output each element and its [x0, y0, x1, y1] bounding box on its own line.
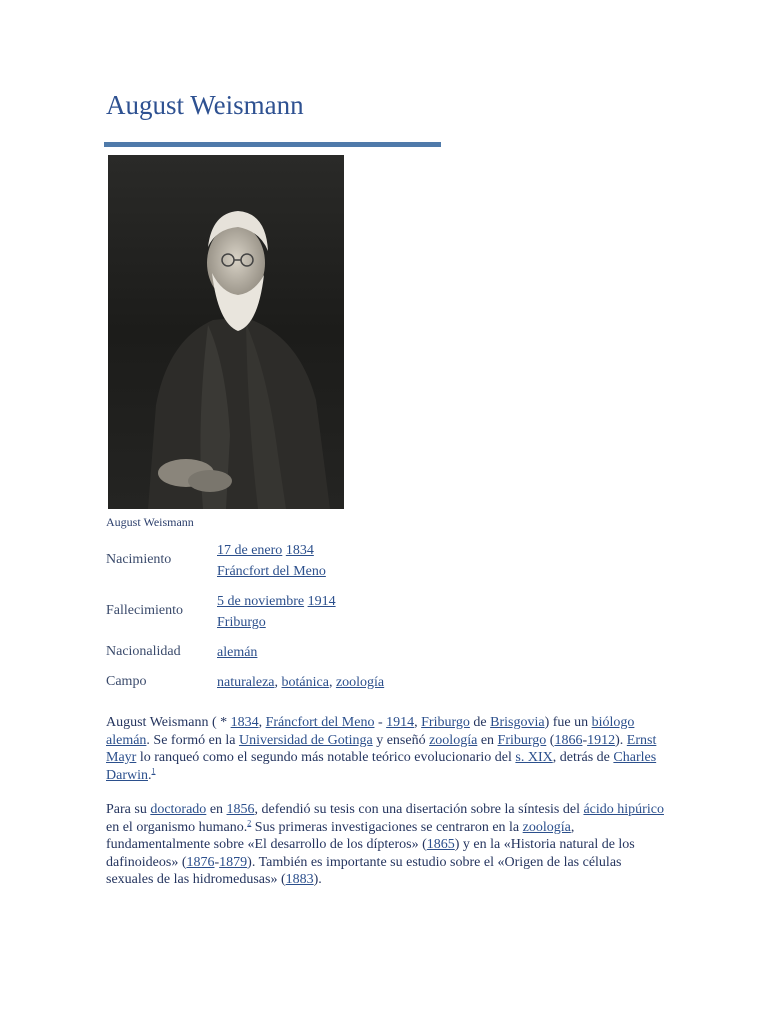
text-run: en [206, 802, 227, 817]
link-biologo[interactable]: biólogo [591, 715, 635, 730]
link-francfort[interactable]: Fráncfort del Meno [265, 715, 375, 730]
link-1912[interactable]: 1912 [587, 732, 616, 748]
link-universidad-gotinga[interactable]: Universidad de Gotinga [238, 732, 373, 748]
portrait-photo [108, 155, 344, 509]
link-doctorado[interactable]: doctorado [150, 802, 207, 817]
field-link-zoology[interactable]: zoología [335, 675, 385, 690]
link-1914[interactable]: 1914 [386, 715, 415, 730]
text-run: ) fue un [544, 715, 592, 730]
link-zoologia[interactable]: zoología [429, 732, 478, 748]
text-run: ). [615, 732, 627, 748]
text-run: - [374, 715, 387, 730]
text-run: Sus primeras investigaciones se centraron en la [251, 819, 523, 835]
link-1883[interactable]: 1883 [285, 872, 314, 887]
text-run: de [469, 715, 491, 730]
title-underline [104, 142, 441, 147]
link-acido-hipurico[interactable]: ácido hipúrico [583, 802, 664, 817]
field-separator: , [274, 675, 282, 690]
birth-place-link[interactable]: Fráncfort del Meno [217, 564, 326, 579]
text-run: August Weismann ( * [106, 715, 231, 730]
field-link-botany[interactable]: botánica [281, 675, 329, 690]
text-run: . Se formó en la [146, 732, 239, 748]
footnote-ref-2[interactable]: 2 [247, 817, 252, 827]
birth-year-link[interactable]: 1834 [285, 543, 314, 558]
text-run: , fundamentalmente sobre «El desarrollo de los dípteros» ( [106, 819, 575, 852]
text-run: - [582, 732, 588, 748]
link-s-xix[interactable]: s. XIX [515, 750, 553, 765]
text-run: ) y en la «Historia natural de los dafinoideos» ( [106, 837, 635, 870]
birth-label: Nacimiento [106, 552, 172, 567]
text-run: en el organismo humano. [106, 819, 248, 835]
paragraph-intro [106, 714, 666, 784]
text-run: ( [546, 732, 555, 748]
nationality-label: Nacionalidad [106, 644, 181, 659]
field-separator: , [328, 675, 336, 690]
text-run: - [214, 854, 220, 870]
link-1876[interactable]: 1876 [186, 854, 215, 870]
link-friburgo-2[interactable]: Friburgo [497, 732, 547, 748]
link-1865[interactable]: 1865 [426, 837, 455, 852]
death-label: Fallecimiento [106, 603, 183, 618]
link-friburgo[interactable]: Friburgo [421, 715, 470, 730]
field-label: Campo [106, 674, 147, 689]
text-run: , detrás de [552, 750, 614, 765]
death-date-link[interactable]: 5 de noviembre [217, 594, 305, 609]
text-run: , [258, 715, 266, 730]
link-1879[interactable]: 1879 [219, 854, 248, 870]
field-link-nature[interactable]: naturaleza [217, 675, 275, 690]
text-run: ). [313, 872, 322, 887]
link-zoologia-2[interactable]: zoología [522, 819, 571, 835]
nationality-link[interactable]: alemán [217, 645, 258, 660]
footnote-ref-1[interactable]: 1 [151, 765, 156, 775]
birth-date-link[interactable]: 17 de enero [217, 543, 283, 558]
text-run: ). También es importante su estudio sobre el «Origen de las células sexuales de las hidromedusas» ( [106, 854, 622, 887]
link-1856[interactable]: 1856 [226, 802, 255, 817]
portrait-image [108, 155, 344, 509]
text-run: . [148, 767, 152, 783]
link-ernst-mayr[interactable]: Ernst Mayr [106, 732, 657, 765]
link-aleman[interactable]: alemán [106, 732, 147, 748]
text-run: Para su [106, 802, 151, 817]
death-year-link[interactable]: 1914 [307, 594, 336, 609]
photo-caption: August Weismann [106, 515, 194, 529]
page-title: August Weismann [106, 90, 304, 120]
death-place-link[interactable]: Friburgo [217, 615, 266, 630]
text-run: en [477, 732, 498, 748]
link-charles-darwin[interactable]: Charles Darwin [106, 750, 657, 783]
paragraph-research [106, 801, 666, 889]
link-brisgovia[interactable]: Brisgovia [490, 715, 545, 730]
text-run: , defendió su tesis con una disertación sobre la síntesis del [254, 802, 584, 817]
link-1866[interactable]: 1866 [554, 732, 583, 748]
text-run: lo ranqueó como el segundo más notable teórico evolucionario del [136, 750, 516, 765]
text-run: , [414, 715, 422, 730]
link-1834[interactable]: 1834 [230, 715, 259, 730]
text-run: y enseñó [372, 732, 430, 748]
